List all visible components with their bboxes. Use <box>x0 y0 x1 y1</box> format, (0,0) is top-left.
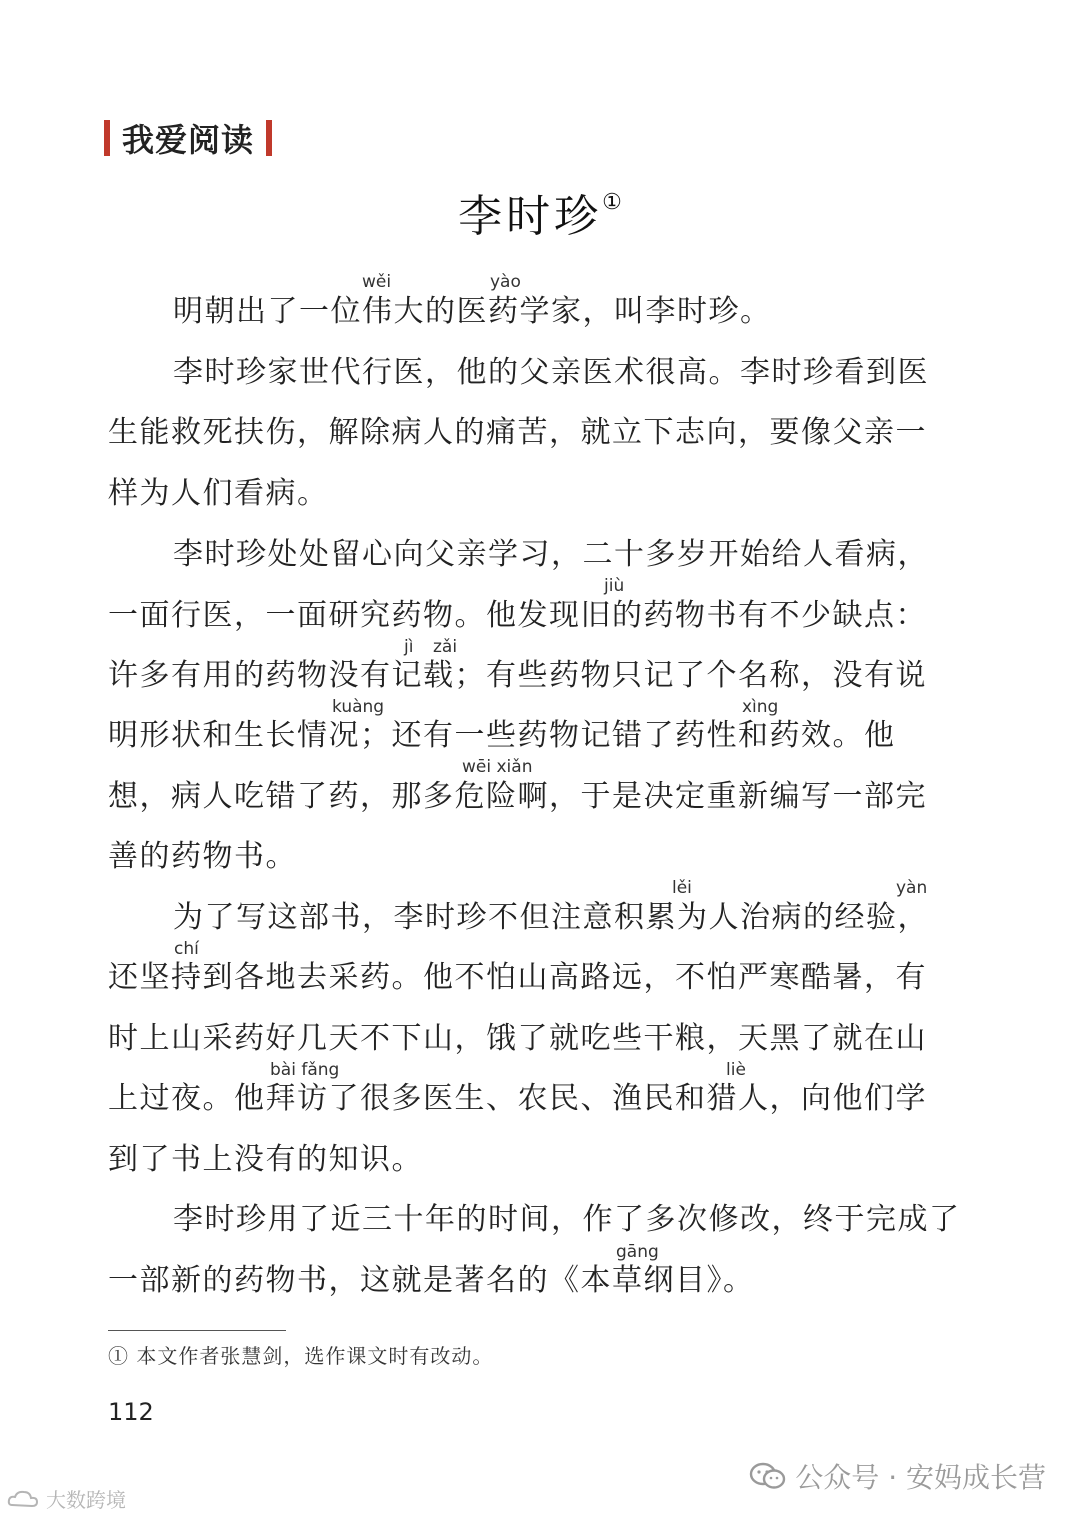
corner-watermark-text: 大数跨境 <box>46 1488 126 1512</box>
section-label: 我爱阅读 <box>122 121 255 159</box>
pinyin-ji: jì <box>404 637 414 657</box>
pinyin-wei: wěi <box>362 272 392 292</box>
text-line: 想，病人吃错了药，那多危险啊，于是决定重新编写一部完 <box>108 779 927 814</box>
wechat-icon <box>749 1461 787 1491</box>
text-line: 明朝出了一位伟大的医药学家，叫李时珍。 <box>173 294 772 329</box>
text-line: 许多有用的药物没有记载；有些药物只记了个名称，没有说 <box>108 658 927 693</box>
text-line: 李时珍处处留心向父亲学习，二十多岁开始给人看病， <box>173 537 929 572</box>
section-bar-left <box>104 120 110 156</box>
text-line: 还坚持到各地去采药。他不怕山高路远，不怕严寒酷暑，有 <box>108 960 927 995</box>
lesson-title <box>0 180 1080 244</box>
text-line: 到了书上没有的知识。 <box>108 1142 423 1177</box>
text-line: 为了写这部书，李时珍不但注意积累为人治病的经验， <box>173 900 929 935</box>
text-line: 生能救死扶伤，解除病人的痛苦，就立下志向，要像父亲一 <box>108 415 927 450</box>
text-line: 时上山采药好几天不下山，饿了就吃些干粮，天黑了就在山 <box>108 1021 927 1056</box>
lesson-title-text: 李时珍 <box>458 191 603 242</box>
pinyin-xing: xìng <box>742 697 779 717</box>
text-line: 样为人们看病。 <box>108 476 329 511</box>
corner-watermark <box>6 1484 126 1513</box>
pinyin-zai: zǎi <box>433 637 458 657</box>
pinyin-chi: chí <box>174 939 199 959</box>
pinyin-gang: gāng <box>616 1242 659 1262</box>
pinyin-lei: lěi <box>672 878 692 898</box>
section-bar-right <box>266 120 272 156</box>
wechat-watermark <box>749 1456 1046 1496</box>
cloud-logo-icon <box>6 1487 46 1511</box>
section-heading <box>104 118 272 158</box>
footnote: ① 本文作者张慧剑，选作课文时有改动。 <box>108 1344 494 1368</box>
text-line: 李时珍家世代行医，他的父亲医术很高。李时珍看到医 <box>173 355 929 390</box>
text-line: 善的药物书。 <box>108 839 297 874</box>
footnote-divider <box>108 1330 286 1331</box>
text-line: 一面行医，一面研究药物。他发现旧的药物书有不少缺点： <box>108 598 927 633</box>
text-line: 李时珍用了近三十年的时间，作了多次修改，终于完成了 <box>173 1202 961 1237</box>
pinyin-baifang: bài fǎng <box>270 1060 340 1080</box>
pinyin-yao: yào <box>490 272 521 292</box>
text-line: 上过夜。他拜访了很多医生、农民、渔民和猎人，向他们学 <box>108 1081 927 1116</box>
pinyin-weixian: wēi xiǎn <box>462 757 533 777</box>
title-footnote-marker: ① <box>602 190 622 216</box>
text-line: 明形状和生长情况；还有一些药物记错了药性和药效。他 <box>108 718 896 753</box>
pinyin-lie: liè <box>726 1060 746 1080</box>
watermark-text: 公众号 · 安妈成长营 <box>795 1461 1046 1494</box>
page-number: 112 <box>108 1398 154 1426</box>
pinyin-yan: yàn <box>896 878 928 898</box>
text-line: 一部新的药物书，这就是著名的《本草纲目》。 <box>108 1263 755 1298</box>
pinyin-jiu: jiù <box>604 576 625 596</box>
pinyin-kuang: kuàng <box>332 697 385 717</box>
